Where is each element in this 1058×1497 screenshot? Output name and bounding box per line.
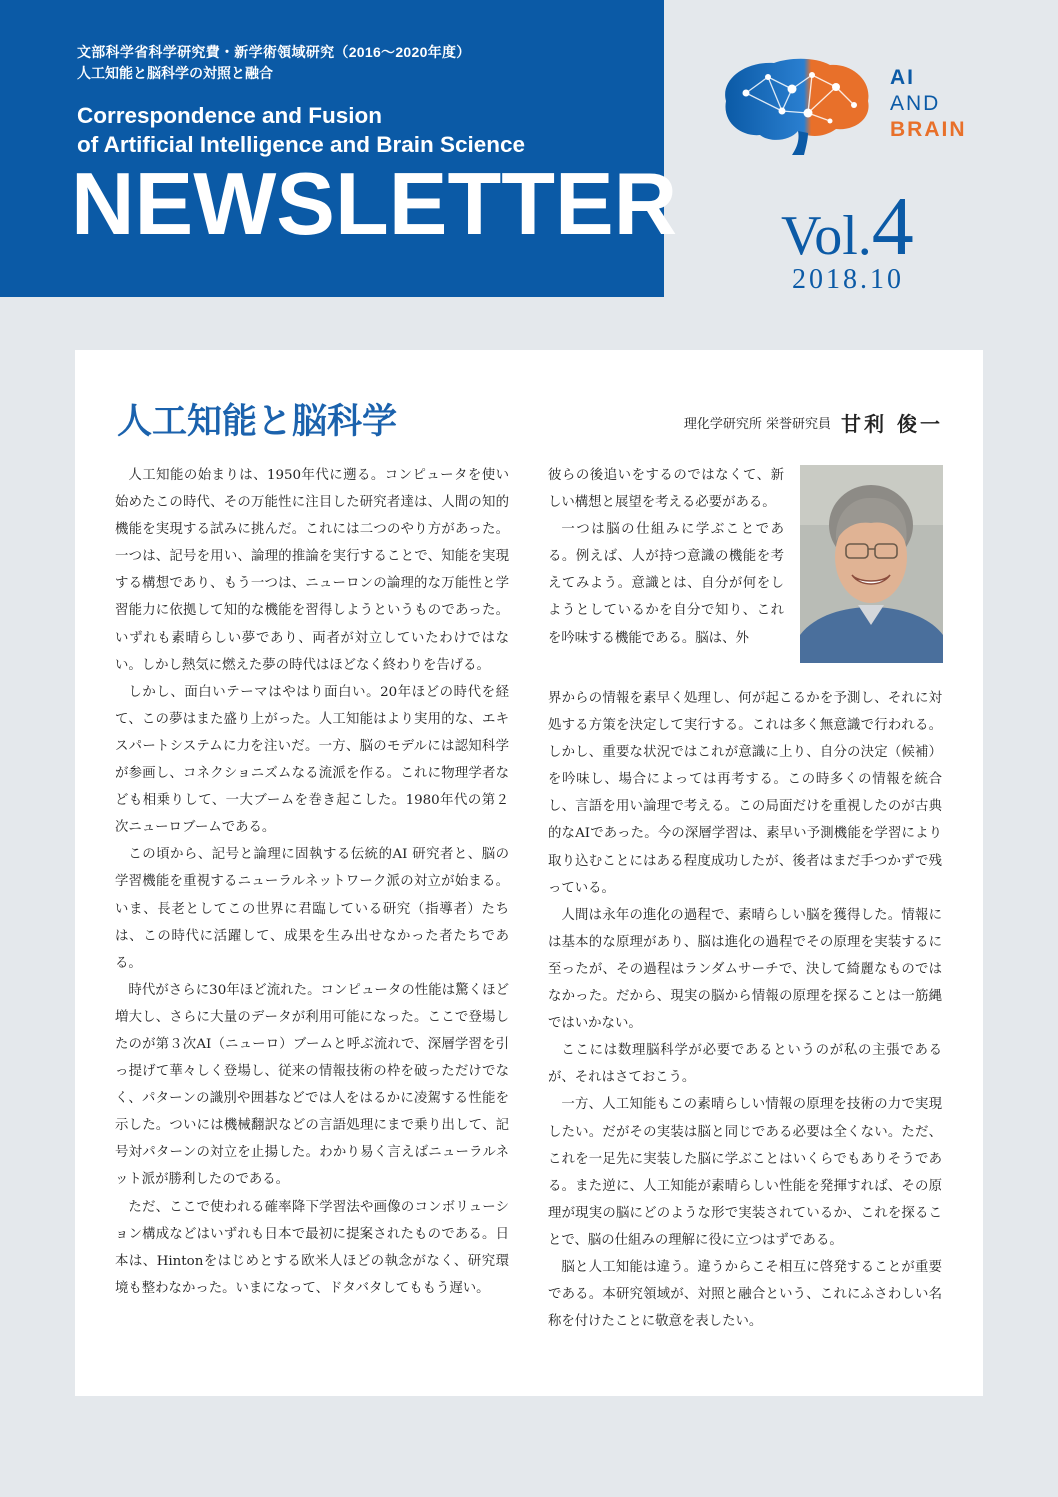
paragraph: 人間は永年の進化の過程で、素晴らしい脳を獲得した。情報には基本的な原理があり、脳は進化の過程でその原理を実装するに至ったが、その過程はランダムサーチで、決して綺麗なものではなかった。だから、現実の脳から情報の原理を探ることは一筋縄ではいかない。 <box>548 907 942 1032</box>
article-title: 人工知能と脳科学 <box>117 402 398 442</box>
paragraph: しかし、面白いテーマはやはり面白い。20年ほどの時代を経て、この夢はまた盛り上がった。人工知能はより実用的な、エキスパートシステムに力を注いだ。一方、脳のモデルには認知科学が参画し、コネクショニズムなる流派を作る。これに物理学者なども相乗りして、一大ブームを巻き起こした。1980年代の第２次ニューロブームである。 <box>115 684 509 836</box>
volume-digit: 4 <box>871 180 914 273</box>
project-title-en-line2: of Artificial Intelligence and Brain Science <box>77 132 526 157</box>
author-name: 甘利 俊一 <box>841 412 943 436</box>
paragraph: ここには数理脳科学が必要であるというのが私の主張であるが、それはさておこう。 <box>548 1043 942 1086</box>
paragraph: 一つは脳の仕組みに学ぶことである。例えば、人が持つ意識の機能を考えてみよう。意識とは、自分が何をしようとしているかを自分で知り、これを吟味する機能である。脳は、外 <box>548 522 784 646</box>
logo-line-and: AND <box>890 92 941 115</box>
author-affiliation: 理化学研究所 栄誉研究員 <box>683 417 832 432</box>
paragraph: 人工知能の始まりは、1950年代に遡る。コンピュータを使い始めたこの時代、その万能性に注目した研究者達は、人間の知的機能を実現する試みに挑んだ。これには二つのやり方があった。一つは、記号を用い、論理的推論を実行することで、知能を実現する構想であり、もう一つは、ニューロンの論理的な万能性と学習能力に依拠して知的な機能を習得しようというものであった。いずれも素晴らしい夢であり、両者が対立していたわけではない。しかし熱気に燃えた夢の時代はほどなく終わりを告げる。 <box>115 468 509 673</box>
project-title-jp: 人工知能と脳科学の対照と融合 <box>77 65 273 81</box>
paragraph: 時代がさらに30年ほど流れた。コンピュータの性能は驚くほど増大し、さらに大量のデータが利用可能になった。ここで登場したのが第３次AI（ニューロ）ブームと呼ぶ流れで、深層学習を引っ提げて華々しく登場し、従来の情報技術の枠を破っただけでなく、パターンの識別や囲碁などでは人をはるかに凌駕する性能を示した。ついには機械翻訳などの言語処理にまで乗り出して、記号対パターンの対立を止揚した。わかり易く言えばニューラルネット派が勝利したのである。 <box>115 982 509 1188</box>
logo-line-ai: AI <box>890 66 915 89</box>
volume-number <box>781 178 914 275</box>
header-banner <box>0 0 678 297</box>
project-title-en-line1: Correspondence and Fusion <box>77 103 383 128</box>
paragraph: 脳と人工知能は違う。違うからこそ相互に啓発することが重要である。本研究領域が、対照と融合という、これにふさわしい名称を付けたことに敬意を表したい。 <box>548 1259 942 1330</box>
paragraph: 界からの情報を素早く処理し、何が起こるかを予測し、それに対処する方策を決定して実行する。これは多く無意識で行われる。しかし、重要な状況ではこれが意識に上り、自分の決定（候補）を吟味し、場合によっては再考する。この時多くの情報を統合し、言語を用い論理で考える。この局面だけを重視したのが古典的なAIであった。今の深層学習は、素早い予測機能を学習により取り込むことにはある程度成功したが、後者はまだ手つかずで残っている。 <box>548 691 942 896</box>
paragraph: ただ、ここで使われる確率降下学習法や画像のコンボリューション構成などはいずれも日本で最初に提案されたものである。日本は、Hintonをはじめとする欧米人ほどの執念がなく、研究環境も整わなかった。いまになって、ドタバタしてももう遅い。 <box>115 1199 509 1296</box>
author-photo <box>800 465 943 663</box>
volume-label: Vol. <box>781 205 872 267</box>
article-column-right-top <box>548 462 784 652</box>
logo-line-brain: BRAIN <box>890 118 967 141</box>
logo-wordmark <box>890 65 967 143</box>
author-byline <box>684 408 943 437</box>
issue-date: 2018.10 <box>792 264 904 295</box>
paragraph: 一方、人工知能もこの素晴らしい情報の原理を技術の力で実現したい。だがその実装は脳と同じである必要は全くない。ただ、これを一足先に実装した脳に学ぶことはいくらでもありそうである。また逆に、人工知能が素晴らしい性能を発揮すれば、その原理が現実の脳にどのような形で実装されているか、これを探ることで、脳の仕組みの理解に役に立つはずである。 <box>548 1097 942 1248</box>
paragraph: 彼らの後追いをするのではなくて、新しい構想と展望を考える必要がある。 <box>548 468 784 511</box>
paragraph: この頃から、記号と論理に固執する伝統的AI 研究者と、脳の学習機能を重視するニューラルネットワーク派の対立が始まる。いま、長老としてこの世界に君臨している研究（指導者）たちは、この時代に活躍して、成果を生み出せなかった者たちである。 <box>115 847 509 971</box>
article-column-right <box>548 685 942 1335</box>
grant-line: 文部科学省科学研究費・新学術領域研究（2016～2020年度） <box>77 44 471 60</box>
article-column-left <box>115 462 509 1302</box>
newsletter-title: NEWSLETTER <box>71 154 678 253</box>
project-title-en <box>77 101 525 159</box>
